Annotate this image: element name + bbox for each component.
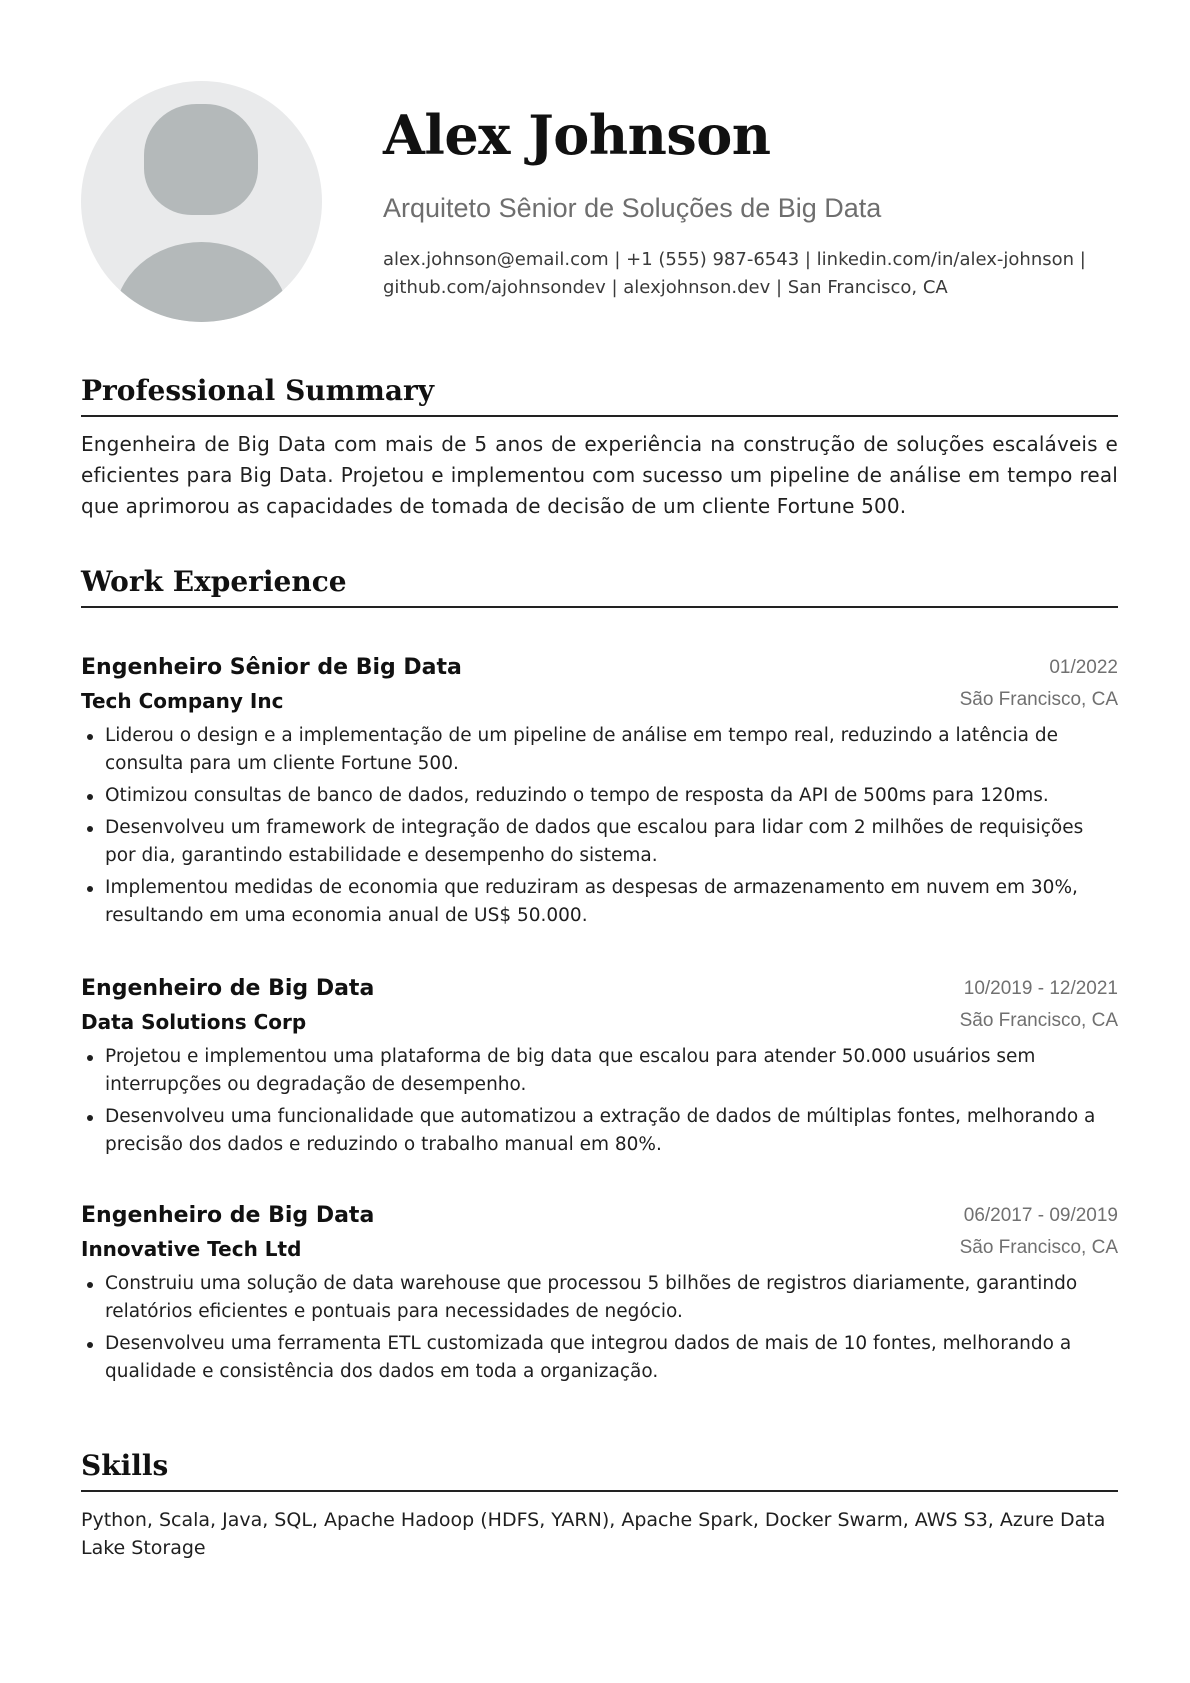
job-location: São Francisco, CA: [959, 689, 1118, 710]
summary-text: Engenheira de Big Data com mais de 5 anos de experiência na construção de soluções escaláveis e eficientes para Big Data. Projetou e implementou com sucesso um pipeline de análise em tempo real que aprimorou as capacidades de tomada de decisão de um cliente Fortune 500.: [81, 432, 1118, 518]
job-title: Engenheiro de Big Data: [81, 1203, 375, 1228]
job-entry: [81, 655, 1118, 934]
job-bullets: [81, 722, 1118, 930]
candidate-title: Arquiteto Sênior de Soluções de Big Data: [383, 193, 882, 223]
list-item: Desenvolveu uma ferramenta ETL customizada que integrou dados de mais de 10 fontes, melhorando a qualidade e consistência dos dados em toda a organização.: [81, 1330, 1118, 1386]
skills-section: [81, 1446, 1118, 1562]
section-divider: [81, 415, 1118, 417]
summary-section: [81, 371, 1118, 522]
job-bullets: [81, 1270, 1118, 1386]
job-location: São Francisco, CA: [959, 1010, 1118, 1031]
avatar-head-shape: [144, 104, 258, 215]
skills-text: Python, Scala, Java, SQL, Apache Hadoop (HDFS, YARN), Apache Spark, Docker Swarm, AWS S3, Azure Data Lake Storage: [81, 1509, 1106, 1559]
job-location: São Francisco, CA: [959, 1237, 1118, 1258]
list-item: Desenvolveu uma funcionalidade que automatizou a extração de dados de múltiplas fontes, melhorando a precisão dos dados e reduzindo o trabalho manual em 80%.: [81, 1103, 1118, 1159]
company-name: Innovative Tech Ltd: [81, 1237, 302, 1261]
job-title: Engenheiro Sênior de Big Data: [81, 655, 462, 680]
job-title: Engenheiro de Big Data: [81, 976, 375, 1001]
candidate-name: Alex Johnson: [383, 103, 771, 167]
list-item: Implementou medidas de economia que reduziram as despesas de armazenamento em nuvem em 30%, resultando em uma economia anual de US$ 50.000.: [81, 874, 1118, 930]
list-item: Desenvolveu um framework de integração de dados que escalou para lidar com 2 milhões de requisições por dia, garantindo estabilidade e desempenho do sistema.: [81, 814, 1118, 870]
section-divider: [81, 606, 1118, 608]
company-name: Data Solutions Corp: [81, 1010, 307, 1034]
company-name: Tech Company Inc: [81, 689, 284, 713]
contact-line-1: alex.johnson@email.com | +1 (555) 987-6543 | linkedin.com/in/alex-johnson |: [383, 249, 1086, 270]
section-heading-skills: Skills: [81, 1449, 169, 1482]
bullet-icon: [87, 826, 93, 832]
bullet-icon: [87, 1115, 93, 1121]
job-date: 10/2019 - 12/2021: [963, 978, 1118, 999]
experience-section: [81, 562, 1118, 608]
job-entry: [81, 1203, 1118, 1390]
bullet-icon: [87, 886, 93, 892]
section-heading-summary: Professional Summary: [81, 374, 435, 407]
bullet-icon: [87, 1342, 93, 1348]
list-item: Construiu uma solução de data warehouse que processou 5 bilhões de registros diariamente, garantindo relatórios eficientes e pontuais para necessidades de negócio.: [81, 1270, 1118, 1326]
bullet-icon: [87, 794, 93, 800]
bullet-icon: [87, 1282, 93, 1288]
job-bullets: [81, 1043, 1118, 1159]
avatar-body-shape: [115, 242, 288, 322]
list-item: Projetou e implementou uma plataforma de big data que escalou para atender 50.000 usuários sem interrupções ou degradação de desempenho.: [81, 1043, 1118, 1099]
section-heading-experience: Work Experience: [81, 565, 347, 598]
section-divider: [81, 1490, 1118, 1492]
bullet-icon: [87, 734, 93, 740]
avatar-placeholder-icon: [81, 81, 322, 322]
job-date: 06/2017 - 09/2019: [963, 1205, 1118, 1226]
contact-info: [383, 246, 1123, 302]
job-date: 01/2022: [1049, 657, 1118, 678]
list-item: Otimizou consultas de banco de dados, reduzindo o tempo de resposta da API de 500ms para 120ms.: [81, 782, 1118, 810]
bullet-icon: [87, 1055, 93, 1061]
list-item: Liderou o design e a implementação de um pipeline de análise em tempo real, reduzindo a latência de consulta para um cliente Fortune 500.: [81, 722, 1118, 778]
job-entry: [81, 976, 1118, 1163]
contact-line-2: github.com/ajohnsondev | alexjohnson.dev | San Francisco, CA: [383, 277, 948, 298]
